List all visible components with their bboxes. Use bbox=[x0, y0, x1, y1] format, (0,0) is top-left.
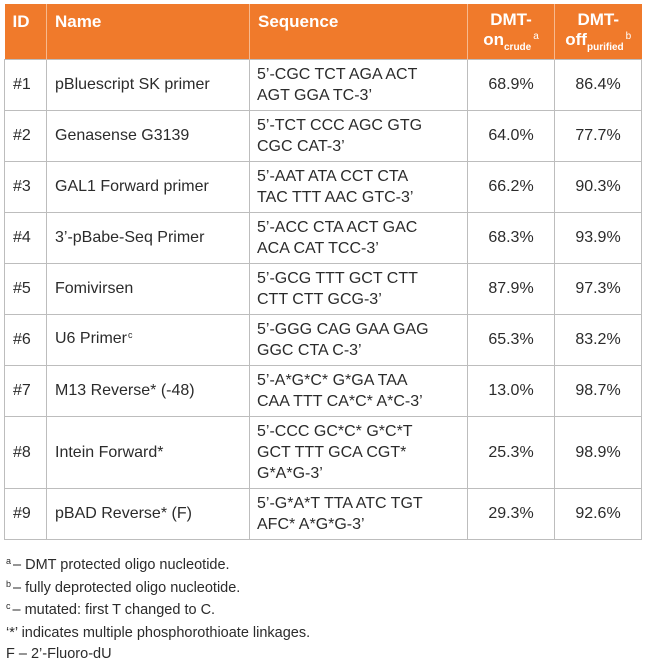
cell-name bbox=[47, 314, 250, 365]
oligo-name: Intein Forward* bbox=[55, 443, 164, 461]
sequence-line: 5’-GCG TTT GCT CTT bbox=[257, 269, 418, 287]
cell-name bbox=[47, 161, 250, 212]
header-sequence: Sequence bbox=[250, 4, 468, 59]
cell-dmt-on: 68.3% bbox=[468, 212, 555, 263]
cell-sequence bbox=[250, 365, 468, 416]
footnote-mark: b bbox=[6, 578, 12, 589]
header-dmt-off-subscript: purified bbox=[586, 42, 624, 53]
header-dmt-off-label: DMT-off bbox=[565, 10, 620, 49]
sequence-line: 5’-G*A*T TTA ATC TGT bbox=[257, 494, 423, 512]
cell-dmt-on: 29.3% bbox=[468, 488, 555, 539]
footnotes bbox=[6, 555, 310, 666]
cell-id: #3 bbox=[5, 161, 47, 212]
oligo-name: U6 Primer bbox=[55, 330, 128, 347]
cell-dmt-off: 77.7% bbox=[555, 110, 642, 161]
sequence-line: ACA CAT TCC-3’ bbox=[257, 239, 379, 257]
sequence-line: 5’-AAT ATA CCT CTA bbox=[257, 167, 409, 185]
cell-sequence bbox=[250, 212, 468, 263]
cell-id: #6 bbox=[5, 314, 47, 365]
cell-dmt-on: 25.3% bbox=[468, 416, 555, 488]
sequence-line: AFC* A*G*G-3’ bbox=[257, 515, 365, 533]
cell-dmt-off: 98.7% bbox=[555, 365, 642, 416]
footnote-mark: c bbox=[6, 601, 11, 611]
table-row bbox=[5, 161, 642, 212]
sequence-line: CAA TTT CA*C* A*C-3’ bbox=[257, 392, 423, 410]
cell-dmt-on: 13.0% bbox=[468, 365, 555, 416]
cell-id: #5 bbox=[5, 263, 47, 314]
cell-id: #4 bbox=[5, 212, 47, 263]
cell-dmt-off: 83.2% bbox=[555, 314, 642, 365]
table-row bbox=[5, 488, 642, 539]
header-name: Name bbox=[47, 4, 250, 59]
cell-id: #9 bbox=[5, 488, 47, 539]
cell-name bbox=[47, 416, 250, 488]
cell-dmt-on: 64.0% bbox=[468, 110, 555, 161]
table-row bbox=[5, 110, 642, 161]
sequence-line: 5’-ACC CTA ACT GAC bbox=[257, 218, 418, 236]
table-row bbox=[5, 416, 642, 488]
oligo-name: 3’-pBabe-Seq Primer bbox=[55, 229, 205, 246]
cell-dmt-off: 98.9% bbox=[555, 416, 642, 488]
cell-dmt-on: 66.2% bbox=[468, 161, 555, 212]
oligo-name: pBluescript SK primer bbox=[55, 76, 210, 93]
footnote-mark: a bbox=[6, 556, 12, 566]
cell-dmt-off: 86.4% bbox=[555, 59, 642, 110]
header-dmt-off bbox=[555, 4, 642, 59]
table-header-row bbox=[5, 4, 642, 59]
footnote-text: F – 2’-Fluoro-dU bbox=[6, 646, 112, 662]
cell-dmt-off: 93.9% bbox=[555, 212, 642, 263]
cell-name bbox=[47, 365, 250, 416]
oligo-name: M13 Reverse* (-48) bbox=[55, 382, 195, 399]
footnote-text: – fully deprotected oligo nucleotide. bbox=[13, 579, 241, 596]
footnote-line bbox=[6, 555, 310, 578]
cell-dmt-off: 90.3% bbox=[555, 161, 642, 212]
cell-dmt-off: 92.6% bbox=[555, 488, 642, 539]
sequence-line: AGT GGA TC-3’ bbox=[257, 86, 372, 104]
oligo-name: GAL1 Forward primer bbox=[55, 178, 209, 195]
cell-dmt-off: 97.3% bbox=[555, 263, 642, 314]
cell-sequence bbox=[250, 488, 468, 539]
header-id: ID bbox=[5, 4, 47, 59]
sequence-line: 5’-GGG CAG GAA GAG bbox=[257, 320, 429, 338]
footnote-line bbox=[6, 644, 310, 666]
sequence-line: 5’-CCC GC*C* G*C*T bbox=[257, 422, 413, 440]
cell-name bbox=[47, 59, 250, 110]
footnote-text: ‘*’ indicates multiple phosphorothioate linkages. bbox=[6, 624, 311, 641]
sequence-line: GGC CTA C-3’ bbox=[257, 341, 362, 359]
cell-dmt-on: 65.3% bbox=[468, 314, 555, 365]
cell-sequence bbox=[250, 263, 468, 314]
cell-id: #8 bbox=[5, 416, 47, 488]
oligo-name: pBAD Reverse* (F) bbox=[55, 505, 192, 522]
cell-dmt-on: 68.9% bbox=[468, 59, 555, 110]
sequence-line: G*A*G-3’ bbox=[257, 464, 323, 482]
sequence-line: CTT CTT GCG-3’ bbox=[257, 290, 382, 308]
cell-id: #2 bbox=[5, 110, 47, 161]
cell-sequence bbox=[250, 59, 468, 110]
cell-id: #7 bbox=[5, 365, 47, 416]
sequence-line: 5’-A*G*C* G*GA TAA bbox=[257, 371, 408, 389]
header-dmt-on-note: a bbox=[533, 31, 539, 42]
sequence-line: 5’-CGC TCT AGA ACT bbox=[257, 65, 418, 83]
cell-dmt-on: 87.9% bbox=[468, 263, 555, 314]
cell-sequence bbox=[250, 110, 468, 161]
footnote-line bbox=[6, 600, 310, 623]
header-dmt-on-label: DMT-on bbox=[483, 10, 532, 49]
cell-name bbox=[47, 488, 250, 539]
cell-name bbox=[47, 110, 250, 161]
oligo-name: Fomivirsen bbox=[55, 280, 134, 297]
cell-sequence bbox=[250, 314, 468, 365]
table-row bbox=[5, 365, 642, 416]
oligo-name: Genasense G3139 bbox=[55, 127, 190, 144]
cell-name bbox=[47, 263, 250, 314]
sequence-line: CGC CAT-3’ bbox=[257, 137, 345, 155]
name-footnote-mark: c bbox=[128, 330, 133, 340]
cell-name bbox=[47, 212, 250, 263]
sequence-line: TAC TTT AAC GTC-3’ bbox=[257, 188, 414, 206]
sequence-line: 5’-TCT CCC AGC GTG bbox=[257, 116, 423, 134]
oligo-table bbox=[4, 4, 642, 540]
sequence-line: GCT TTT GCA CGT* bbox=[257, 443, 407, 461]
table-row bbox=[5, 263, 642, 314]
header-dmt-on-subscript: crude bbox=[503, 42, 532, 53]
footnote-line bbox=[6, 578, 310, 601]
header-dmt-off-note: b bbox=[625, 31, 632, 42]
cell-id: #1 bbox=[5, 59, 47, 110]
table-row bbox=[5, 314, 642, 365]
cell-sequence bbox=[250, 416, 468, 488]
footnote-text: – DMT protected oligo nucleotide. bbox=[13, 557, 230, 573]
cell-sequence bbox=[250, 161, 468, 212]
header-dmt-on bbox=[468, 4, 555, 59]
footnote-text: – mutated: first T changed to C. bbox=[12, 602, 216, 618]
table-row bbox=[5, 59, 642, 110]
table-row bbox=[5, 212, 642, 263]
footnote-line bbox=[6, 623, 310, 645]
